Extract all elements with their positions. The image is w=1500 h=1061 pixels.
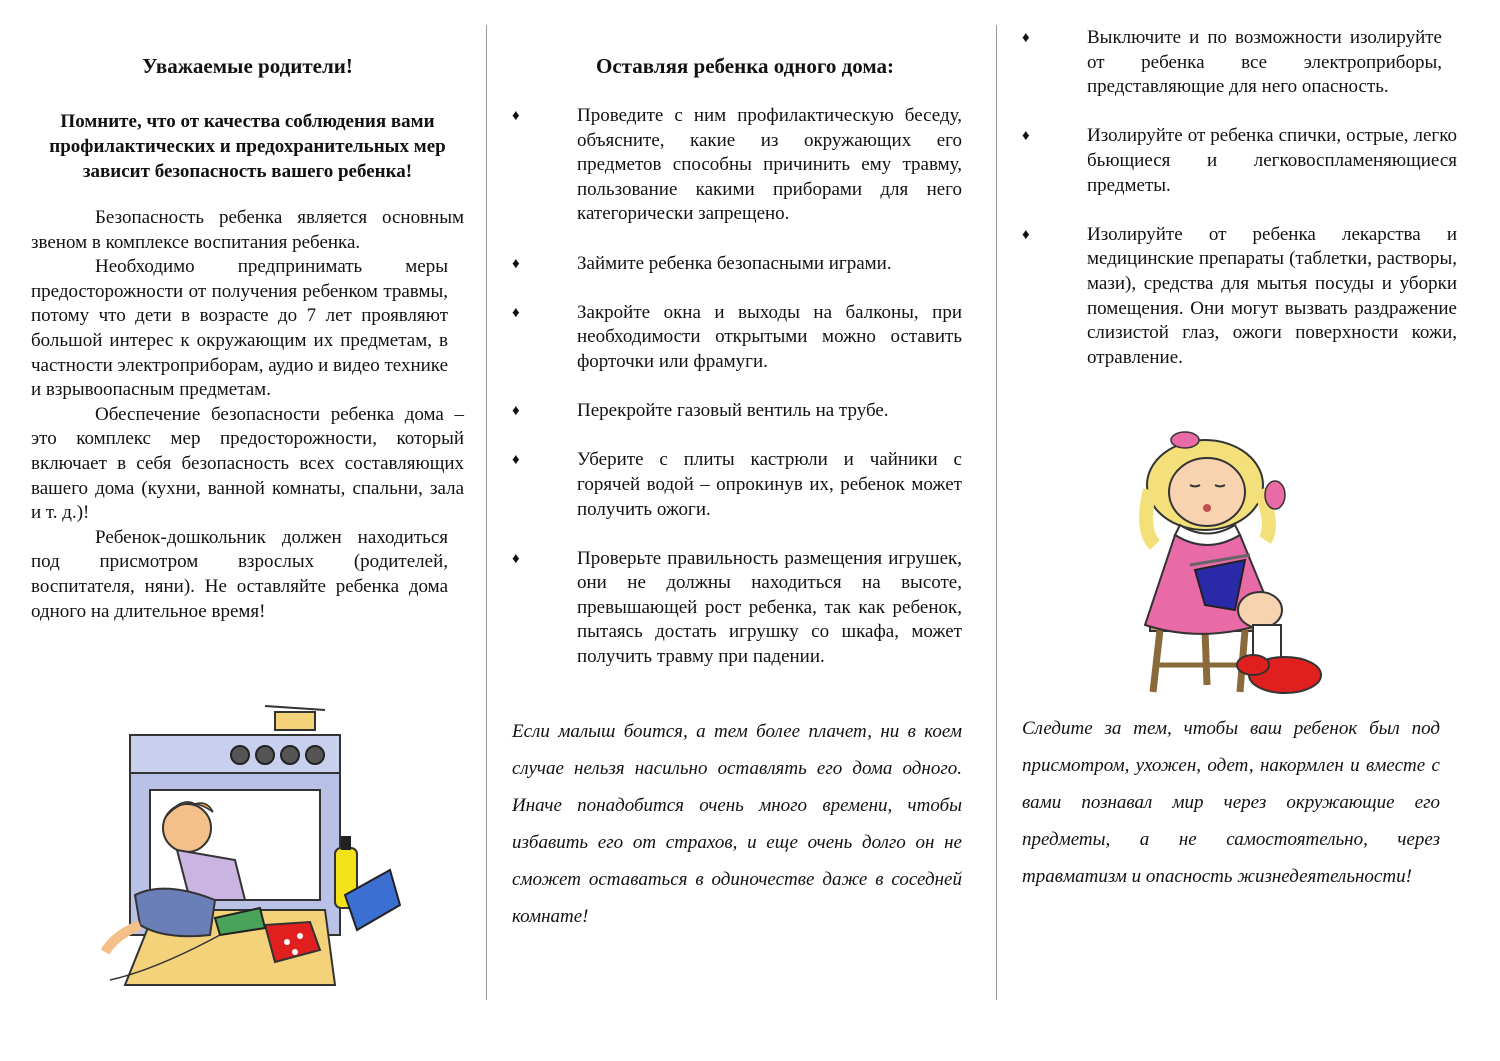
column-divider-right bbox=[996, 25, 997, 1000]
list-item: ♦ Изолируйте от ребенка лекарства и медицинские препараты (таблетки, растворы, мази), средства для мытья посуды и уборки помещения. Они могут вызвать раздражение слизистой глаз, ожоги поверхности кожи, отравление. bbox=[1022, 223, 1457, 368]
intro-text bbox=[31, 206, 464, 624]
diamond-bullet-icon: ♦ bbox=[512, 550, 520, 567]
list-item: ♦ Закройте окна и выходы на балконы, при необходимости открытыми можно оставить форточки или фрамуги. bbox=[512, 301, 962, 372]
girl-scissors-illustration bbox=[1135, 430, 1335, 700]
supervision-note: Следите за тем, чтобы ваш ребенок был под присмотром, ухожен, одет, накормлен и вместе с вами познавал мир через окружающие его предметы, а не самостоятельно, через травматизм и опасность жизнедеятельности! bbox=[1022, 718, 1440, 887]
diamond-bullet-icon: ♦ bbox=[512, 452, 520, 469]
diamond-bullet-icon: ♦ bbox=[1022, 128, 1030, 145]
list-item: ♦ Проведите с ним профилактическую беседу, объясните, какие из окружающих его предметов способны причинить ему травму, пользование какими приборами для него категорически запрещено. bbox=[512, 105, 962, 225]
list-item: ♦ Проверьте правильность размещения игрушек, они не должны находиться на высоте, превышающей рост ребенка, так как ребенок, пытаясь достать игрушку со шкафа, может получить травму при падении. bbox=[512, 547, 962, 668]
list-item: ♦ Уберите с плиты кастрюли и чайники с горячей водой – опрокинув их, ребенок может получить ожоги. bbox=[512, 449, 962, 520]
column-divider-left bbox=[486, 25, 487, 1000]
list-item: ♦ Перекройте газовый вентиль на трубе. bbox=[512, 399, 962, 424]
list-item: ♦ Изолируйте от ребенка спички, острые, легко бьющиеся и легковоспламеняющиеся предметы. bbox=[1022, 125, 1457, 196]
paragraph: Необходимо предпринимать меры предосторожности от получения ребенком травмы, потому что дети в возрасте до 7 лет проявляют большой интерес к окружающим их предметам, в частности электроприборам, аудио и видео технике и взрывоопасным предметам. bbox=[31, 256, 448, 401]
paragraph: Обеспечение безопасности ребенка дома – это комплекс мер предосторожности, который включает в себя безопасность всех составляющих вашего дома (кухни, ванной комнаты, спальни, зала и т. д.)! bbox=[31, 403, 464, 524]
diamond-bullet-icon: ♦ bbox=[1022, 226, 1030, 243]
paragraph: Ребенок-дошкольник должен находиться под присмотром взрослых (родителей, воспитателя, няни). Не оставляйте ребенка дома одного на длительное время! bbox=[31, 526, 448, 622]
diamond-bullet-icon: ♦ bbox=[1022, 30, 1030, 46]
warning-subtitle: Помните, что от качества соблюдения вами профилактических и предохранительных мер зависит безопасность вашего ребенка! bbox=[49, 111, 446, 182]
diamond-bullet-icon: ♦ bbox=[512, 403, 520, 420]
list-item: ♦ Выключите и по возможности изолируйте от ребенка все электроприборы, представляющие для него опасность. bbox=[1022, 27, 1442, 98]
fear-note: Если малыш боится, а тем более плачет, ни в коем случае нельзя насильно оставлять его дома одного. Иначе понадобится очень много времени, чтобы избавить его от страхов, и еще очень долго он не сможет оставаться в одиночестве даже в соседней комнате! bbox=[512, 721, 962, 927]
section-title: Оставляя ребенка одного дома: bbox=[596, 54, 894, 78]
isolation-list bbox=[1022, 26, 1457, 395]
page-title: Уважаемые родители! bbox=[142, 54, 353, 78]
diamond-bullet-icon: ♦ bbox=[512, 108, 520, 124]
diamond-bullet-icon: ♦ bbox=[512, 304, 520, 321]
safety-list bbox=[512, 104, 962, 694]
paragraph: Безопасность ребенка является основным звеном в комплексе воспитания ребенка. bbox=[31, 207, 464, 253]
list-item: ♦ Займите ребенка безопасными играми. bbox=[512, 252, 962, 277]
diamond-bullet-icon: ♦ bbox=[512, 255, 520, 272]
girl-ironing-illustration bbox=[95, 700, 405, 990]
